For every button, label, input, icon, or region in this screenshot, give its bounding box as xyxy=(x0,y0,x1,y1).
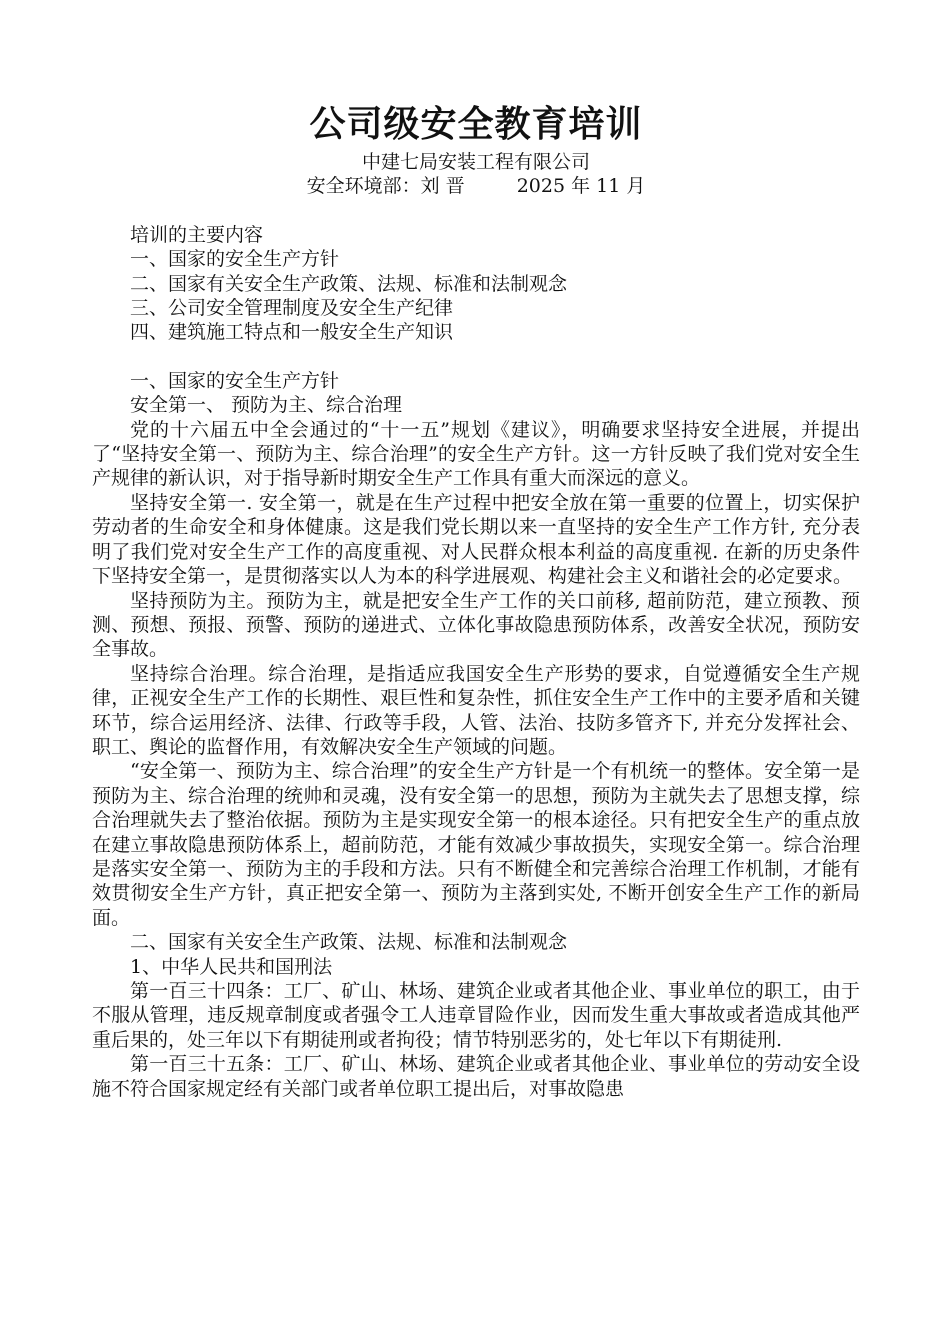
document-title: 公司级安全教育培训 xyxy=(309,104,643,145)
toc-item: 三、公司安全管理制度及安全生产纪律 xyxy=(130,297,454,320)
toc-heading: 培训的主要内容 xyxy=(130,223,264,246)
paragraph: “安全第一、预防为主、综合治理”的安全生产方针是一个有机统一的整体。安全第一是预防为主、综合治理的统帅和灵魂，没有安全第一的思想，预防为主就失去了思想支撑，综合治理就失去了整治依据。预防为主是实现安全第一的根本途径。只有把安全生产的重点放在建立事故隐患预防体系上，超前防范，才能有效减少事故损失，实现安全第一。综合治理是落实安全第一、预防为主的手段和方法。只有不断健全和完善综合治理工作机制，才能有效贯彻安全生产方针，真正把安全第一、预防为主落到实处, 不断开创安全生产工作的新局面。 xyxy=(92,760,860,929)
section-heading: 一、国家的安全生产方针 xyxy=(130,369,340,392)
author: 安全环境部：刘 晋 xyxy=(306,175,465,198)
paragraph: 坚持安全第一. 安全第一，就是在生产过程中把安全放在第一重要的位置上，切实保护劳动者的生命安全和身体健康。这是我们党长期以来一直坚持的安全生产工作方针, 充分表明了我们党对安全生产工作的高度重视、对人民群众根本利益的高度重视. 在新的历史条件下坚持安全第一，是贯彻落实以人为本的科学进展观、构建社会主义和谐社会的必定要求。 xyxy=(92,491,860,588)
paragraph: 坚持预防为主。预防为主，就是把安全生产工作的关口前移, 超前防范，建立预教、预测、预想、预报、预警、预防的递进式、立体化事故隐患预防体系，改善安全状况，预防安全事故。 xyxy=(92,589,860,661)
spacer xyxy=(92,345,860,369)
document-date: 2025 年 11 月 xyxy=(516,175,646,198)
paragraph: 第一百三十五条：工厂、矿山、林场、建筑企业或者其他企业、事业单位的劳动安全设施不符合国家规定经有关部门或者单位职工提出后，对事故隐患 xyxy=(92,1053,860,1100)
spacer xyxy=(92,199,860,223)
document-page xyxy=(92,100,860,1101)
paragraph: 坚持综合治理。综合治理，是指适应我国安全生产形势的要求，自觉遵循安全生产规律，正视安全生产工作的长期性、艰巨性和复杂性，抓住安全生产工作中的主要矛盾和关键环节，综合运用经济、法律、行政等手段，人管、法治、技防多管齐下, 并充分发挥社会、职工、舆论的监督作用，有效解决安全生产领域的问题。 xyxy=(92,662,860,758)
organization-name: 中建七局安装工程有限公司 xyxy=(361,151,590,173)
toc-item: 二、国家有关安全生产政策、法规、标准和法制观念 xyxy=(130,272,568,295)
section-subheading: 安全第一、 预防为主、综合治理 xyxy=(130,394,403,417)
toc-item: 四、建筑施工特点和一般安全生产知识 xyxy=(130,321,454,344)
section-heading: 二、国家有关安全生产政策、法规、标准和法制观念 xyxy=(130,931,568,954)
paragraph: 党的十六届五中全会通过的“十一五”规划《建议》，明确要求坚持安全进展，并提出了“坚持安全第一、预防为主、综合治理”的安全生产方针。这一方针反映了我们党对安全生产规律的新认识，对于指导新时期安全生产工作具有重大而深远的意义。 xyxy=(92,418,860,490)
section-subheading: 1、中华人民共和国刑法 xyxy=(130,955,333,978)
paragraph: 第一百三十四条：工厂、矿山、林场、建筑企业或者其他企业、事业单位的职工，由于不服从管理，违反规章制度或者强令工人违章冒险作业，因而发生重大事故或者造成其他严重后果的，处三年以下有期徒刑或者拘役；情节特别恶劣的，处七年以下有期徒刑. xyxy=(92,980,860,1051)
toc-item: 一、国家的安全生产方针 xyxy=(130,248,340,271)
author-line xyxy=(92,174,860,198)
